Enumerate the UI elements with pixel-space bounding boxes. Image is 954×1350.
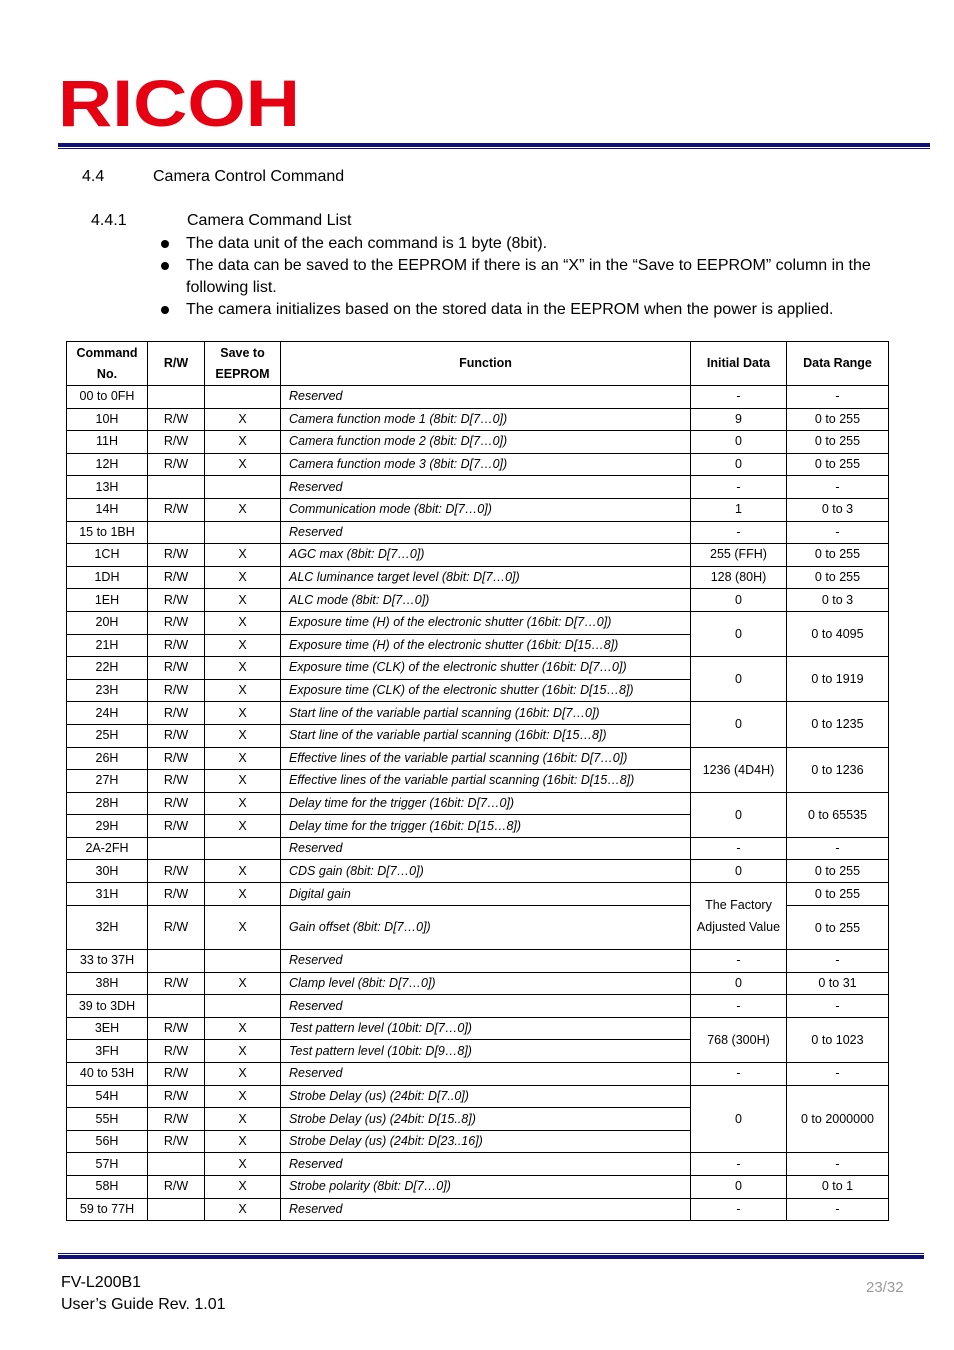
cell-data-range: - (787, 837, 889, 860)
cell-command-no: 38H (67, 972, 148, 995)
cell-function: CDS gain (8bit: D[7…0]) (281, 860, 691, 883)
table-row (67, 611, 889, 634)
subsection-heading (91, 212, 352, 230)
cell-function: Camera function mode 3 (8bit: D[7…0]) (281, 453, 691, 476)
cell-initial-data: - (691, 476, 787, 499)
header-command-no: Command No. (67, 342, 148, 386)
cell-command-no: 11H (67, 431, 148, 454)
cell-function: Clamp level (8bit: D[7…0]) (281, 972, 691, 995)
cell-initial-data: 0 (691, 1176, 787, 1199)
cell-save: X (205, 453, 281, 476)
cell-command-no: 30H (67, 860, 148, 883)
cell-save (205, 386, 281, 409)
cell-command-no: 40 to 53H (67, 1063, 148, 1086)
table-row (67, 972, 889, 995)
cell-save: X (205, 1040, 281, 1063)
cell-function: Strobe Delay (us) (24bit: D[23..16]) (281, 1130, 691, 1153)
cell-rw: R/W (148, 792, 205, 815)
cell-rw (148, 521, 205, 544)
cell-save: X (205, 972, 281, 995)
cell-function: Camera function mode 2 (8bit: D[7…0]) (281, 431, 691, 454)
cell-initial-data: 0 (691, 860, 787, 883)
cell-initial-data: 0 (691, 792, 787, 837)
cell-function: Reserved (281, 386, 691, 409)
cell-initial-data: 0 (691, 657, 787, 702)
cell-command-no: 2A-2FH (67, 837, 148, 860)
cell-command-no: 21H (67, 634, 148, 657)
cell-command-no: 1DH (67, 566, 148, 589)
cell-data-range: - (787, 386, 889, 409)
cell-initial-data: - (691, 1153, 787, 1176)
cell-command-no: 22H (67, 657, 148, 680)
cell-rw: R/W (148, 657, 205, 680)
cell-function: Camera function mode 1 (8bit: D[7…0]) (281, 408, 691, 431)
cell-rw: R/W (148, 860, 205, 883)
cell-command-no: 56H (67, 1130, 148, 1153)
section-heading (82, 168, 344, 186)
table-row (67, 1176, 889, 1199)
cell-rw: R/W (148, 724, 205, 747)
cell-data-range: 0 to 255 (787, 453, 889, 476)
cell-command-no: 1EH (67, 589, 148, 612)
cell-rw: R/W (148, 544, 205, 567)
bullet-item: The data can be saved to the EEPROM if there is an “X” in the “Save to EEPROM” column in the following list. (160, 255, 890, 299)
ricoh-logo (58, 72, 302, 132)
cell-rw: R/W (148, 1017, 205, 1040)
cell-function: Start line of the variable partial scanning (16bit: D[15…8]) (281, 724, 691, 747)
cell-command-no: 58H (67, 1176, 148, 1199)
cell-function: Delay time for the trigger (16bit: D[7…0]) (281, 792, 691, 815)
cell-function: Exposure time (H) of the electronic shutter (16bit: D[15…8]) (281, 634, 691, 657)
table-row (67, 521, 889, 544)
cell-save: X (205, 702, 281, 725)
cell-data-range: 0 to 255 (787, 408, 889, 431)
cell-initial-data: 0 (691, 1085, 787, 1153)
cell-data-range: - (787, 1198, 889, 1221)
header-initial-data: Initial Data (691, 342, 787, 386)
cell-command-no: 12H (67, 453, 148, 476)
cell-data-range: 0 to 255 (787, 544, 889, 567)
cell-data-range: 0 to 1235 (787, 702, 889, 747)
table-row (67, 431, 889, 454)
table-row (67, 837, 889, 860)
cell-save: X (205, 860, 281, 883)
cell-command-no: 3FH (67, 1040, 148, 1063)
cell-data-range: 0 to 255 (787, 431, 889, 454)
cell-command-no: 25H (67, 724, 148, 747)
cell-initial-data: 1 (691, 498, 787, 521)
cell-command-no: 57H (67, 1153, 148, 1176)
cell-save (205, 995, 281, 1018)
cell-data-range: 0 to 65535 (787, 792, 889, 837)
cell-save: X (205, 1176, 281, 1199)
section-title: Camera Control Command (153, 168, 345, 185)
cell-command-no: 15 to 1BH (67, 521, 148, 544)
cell-initial-data: 1236 (4D4H) (691, 747, 787, 792)
cell-save: X (205, 770, 281, 793)
cell-initial-data: 0 (691, 453, 787, 476)
cell-rw: R/W (148, 634, 205, 657)
cell-command-no: 55H (67, 1108, 148, 1131)
cell-save: X (205, 1017, 281, 1040)
header-function: Function (281, 342, 691, 386)
header-rule (58, 143, 930, 149)
table-row (67, 657, 889, 680)
cell-rw: R/W (148, 589, 205, 612)
cell-rw (148, 837, 205, 860)
cell-rw: R/W (148, 1108, 205, 1131)
cell-data-range: - (787, 1153, 889, 1176)
cell-initial-data: 128 (80H) (691, 566, 787, 589)
cell-data-range: 0 to 31 (787, 972, 889, 995)
cell-rw (148, 950, 205, 973)
cell-rw: R/W (148, 747, 205, 770)
table-row (67, 792, 889, 815)
cell-rw: R/W (148, 815, 205, 838)
subsection-number: 4.4.1 (91, 212, 127, 229)
cell-initial-data: 768 (300H) (691, 1017, 787, 1062)
cell-save: X (205, 408, 281, 431)
cell-rw: R/W (148, 972, 205, 995)
cell-save: X (205, 431, 281, 454)
table-row (67, 747, 889, 770)
cell-save (205, 837, 281, 860)
table-header-row (67, 342, 889, 386)
cell-save: X (205, 611, 281, 634)
page-number: 23/32 (866, 1279, 904, 1296)
table-row (67, 386, 889, 409)
cell-save: X (205, 566, 281, 589)
cell-function: ALC luminance target level (8bit: D[7…0]) (281, 566, 691, 589)
cell-rw: R/W (148, 408, 205, 431)
cell-save: X (205, 724, 281, 747)
cell-function: AGC max (8bit: D[7…0]) (281, 544, 691, 567)
cell-save: X (205, 634, 281, 657)
table-row (67, 1017, 889, 1040)
cell-command-no: 31H (67, 883, 148, 906)
cell-command-no: 10H (67, 408, 148, 431)
cell-data-range: 0 to 255 (787, 906, 889, 950)
cell-initial-data: - (691, 1198, 787, 1221)
cell-data-range: - (787, 476, 889, 499)
cell-save: X (205, 1085, 281, 1108)
cell-function: Exposure time (CLK) of the electronic shutter (16bit: D[7…0]) (281, 657, 691, 680)
cell-initial-data: 0 (691, 431, 787, 454)
cell-command-no: 59 to 77H (67, 1198, 148, 1221)
command-table (66, 341, 889, 1221)
cell-data-range: - (787, 521, 889, 544)
footer-rule (58, 1253, 924, 1259)
cell-initial-data: - (691, 521, 787, 544)
cell-initial-data: - (691, 386, 787, 409)
cell-save: X (205, 1153, 281, 1176)
cell-data-range: 0 to 1236 (787, 747, 889, 792)
cell-initial-data: 0 (691, 972, 787, 995)
cell-save: X (205, 1063, 281, 1086)
cell-rw: R/W (148, 1063, 205, 1086)
table-row (67, 544, 889, 567)
cell-save: X (205, 1130, 281, 1153)
cell-rw (148, 1153, 205, 1176)
cell-function: Reserved (281, 950, 691, 973)
table-row (67, 883, 889, 906)
cell-command-no: 32H (67, 906, 148, 950)
footer-left (61, 1272, 226, 1316)
cell-save: X (205, 589, 281, 612)
cell-function: Reserved (281, 995, 691, 1018)
cell-rw: R/W (148, 679, 205, 702)
cell-function: Effective lines of the variable partial scanning (16bit: D[15…8]) (281, 770, 691, 793)
table-row (67, 566, 889, 589)
cell-function: Reserved (281, 1063, 691, 1086)
cell-function: Start line of the variable partial scanning (16bit: D[7…0]) (281, 702, 691, 725)
cell-function: Effective lines of the variable partial scanning (16bit: D[7…0]) (281, 747, 691, 770)
bullet-list (160, 233, 890, 321)
cell-command-no: 3EH (67, 1017, 148, 1040)
cell-data-range: 0 to 255 (787, 883, 889, 906)
cell-save: X (205, 1198, 281, 1221)
cell-command-no: 27H (67, 770, 148, 793)
cell-rw: R/W (148, 566, 205, 589)
cell-command-no: 23H (67, 679, 148, 702)
cell-function: Reserved (281, 1198, 691, 1221)
table-row (67, 408, 889, 431)
cell-function: Communication mode (8bit: D[7…0]) (281, 498, 691, 521)
cell-function: Strobe Delay (us) (24bit: D[15..8]) (281, 1108, 691, 1131)
cell-command-no: 13H (67, 476, 148, 499)
cell-command-no: 54H (67, 1085, 148, 1108)
cell-data-range: 0 to 2000000 (787, 1085, 889, 1153)
cell-command-no: 29H (67, 815, 148, 838)
bullet-item: The data unit of the each command is 1 byte (8bit). (160, 233, 890, 255)
cell-initial-data: 0 (691, 702, 787, 747)
cell-rw (148, 476, 205, 499)
cell-rw: R/W (148, 702, 205, 725)
cell-save: X (205, 883, 281, 906)
cell-save: X (205, 792, 281, 815)
table-row (67, 498, 889, 521)
cell-rw (148, 386, 205, 409)
cell-data-range: - (787, 995, 889, 1018)
cell-function: Strobe Delay (us) (24bit: D[7..0]) (281, 1085, 691, 1108)
table-row (67, 1063, 889, 1086)
cell-function: Strobe polarity (8bit: D[7…0]) (281, 1176, 691, 1199)
cell-initial-data: - (691, 1063, 787, 1086)
cell-function: Delay time for the trigger (16bit: D[15…8]) (281, 815, 691, 838)
cell-save (205, 950, 281, 973)
footer-guide: User’s Guide Rev. 1.01 (61, 1296, 226, 1313)
cell-save: X (205, 498, 281, 521)
table-row (67, 1198, 889, 1221)
cell-function: Exposure time (H) of the electronic shutter (16bit: D[7…0]) (281, 611, 691, 634)
header-save-to-eeprom: Save to EEPROM (205, 342, 281, 386)
header-rw: R/W (148, 342, 205, 386)
cell-command-no: 20H (67, 611, 148, 634)
cell-rw (148, 1198, 205, 1221)
cell-save (205, 476, 281, 499)
cell-function: ALC mode (8bit: D[7…0]) (281, 589, 691, 612)
cell-data-range: 0 to 255 (787, 566, 889, 589)
cell-data-range: 0 to 3 (787, 498, 889, 521)
cell-data-range: - (787, 950, 889, 973)
cell-data-range: 0 to 1919 (787, 657, 889, 702)
table-row (67, 995, 889, 1018)
cell-save: X (205, 679, 281, 702)
cell-save: X (205, 815, 281, 838)
cell-command-no: 39 to 3DH (67, 995, 148, 1018)
cell-function: Gain offset (8bit: D[7…0]) (281, 906, 691, 950)
cell-rw: R/W (148, 1176, 205, 1199)
cell-command-no: 1CH (67, 544, 148, 567)
cell-save: X (205, 1108, 281, 1131)
svg-text:RICOH: RICOH (58, 72, 300, 132)
cell-command-no: 14H (67, 498, 148, 521)
cell-initial-data: 0 (691, 589, 787, 612)
cell-command-no: 00 to 0FH (67, 386, 148, 409)
cell-data-range: 0 to 1023 (787, 1017, 889, 1062)
footer-model: FV-L200B1 (61, 1274, 142, 1291)
cell-save: X (205, 906, 281, 950)
cell-data-range: 0 to 255 (787, 860, 889, 883)
cell-data-range: 0 to 4095 (787, 611, 889, 656)
cell-initial-data: 255 (FFH) (691, 544, 787, 567)
cell-function: Reserved (281, 521, 691, 544)
table-row (67, 453, 889, 476)
cell-function: Test pattern level (10bit: D[9…8]) (281, 1040, 691, 1063)
cell-function: Reserved (281, 837, 691, 860)
cell-initial-data: - (691, 950, 787, 973)
cell-rw: R/W (148, 770, 205, 793)
cell-rw: R/W (148, 1085, 205, 1108)
cell-data-range: 0 to 3 (787, 589, 889, 612)
cell-function: Exposure time (CLK) of the electronic shutter (16bit: D[15…8]) (281, 679, 691, 702)
table-row (67, 860, 889, 883)
cell-rw: R/W (148, 906, 205, 950)
table-row (67, 950, 889, 973)
cell-rw: R/W (148, 498, 205, 521)
bullet-item: The camera initializes based on the stored data in the EEPROM when the power is applied. (160, 299, 890, 321)
cell-function: Reserved (281, 476, 691, 499)
cell-initial-data: 0 (691, 611, 787, 656)
cell-initial-data: 9 (691, 408, 787, 431)
table-row (67, 702, 889, 725)
table-body (67, 386, 889, 1221)
cell-rw: R/W (148, 431, 205, 454)
cell-data-range: 0 to 1 (787, 1176, 889, 1199)
table-row (67, 1153, 889, 1176)
cell-command-no: 28H (67, 792, 148, 815)
cell-command-no: 33 to 37H (67, 950, 148, 973)
table-row (67, 476, 889, 499)
section-number: 4.4 (82, 168, 105, 185)
cell-rw (148, 995, 205, 1018)
cell-save: X (205, 747, 281, 770)
cell-rw: R/W (148, 453, 205, 476)
header-data-range: Data Range (787, 342, 889, 386)
cell-save: X (205, 657, 281, 680)
cell-command-no: 24H (67, 702, 148, 725)
cell-save: X (205, 544, 281, 567)
cell-rw: R/W (148, 611, 205, 634)
cell-function: Reserved (281, 1153, 691, 1176)
cell-data-range: - (787, 1063, 889, 1086)
cell-initial-data: The Factory Adjusted Value (691, 883, 787, 950)
cell-function: Test pattern level (10bit: D[7…0]) (281, 1017, 691, 1040)
cell-rw: R/W (148, 1130, 205, 1153)
cell-save (205, 521, 281, 544)
table-row (67, 1085, 889, 1108)
cell-rw: R/W (148, 883, 205, 906)
cell-rw: R/W (148, 1040, 205, 1063)
cell-command-no: 26H (67, 747, 148, 770)
subsection-title: Camera Command List (187, 212, 352, 229)
cell-initial-data: - (691, 995, 787, 1018)
table-row (67, 589, 889, 612)
cell-function: Digital gain (281, 883, 691, 906)
cell-initial-data: - (691, 837, 787, 860)
